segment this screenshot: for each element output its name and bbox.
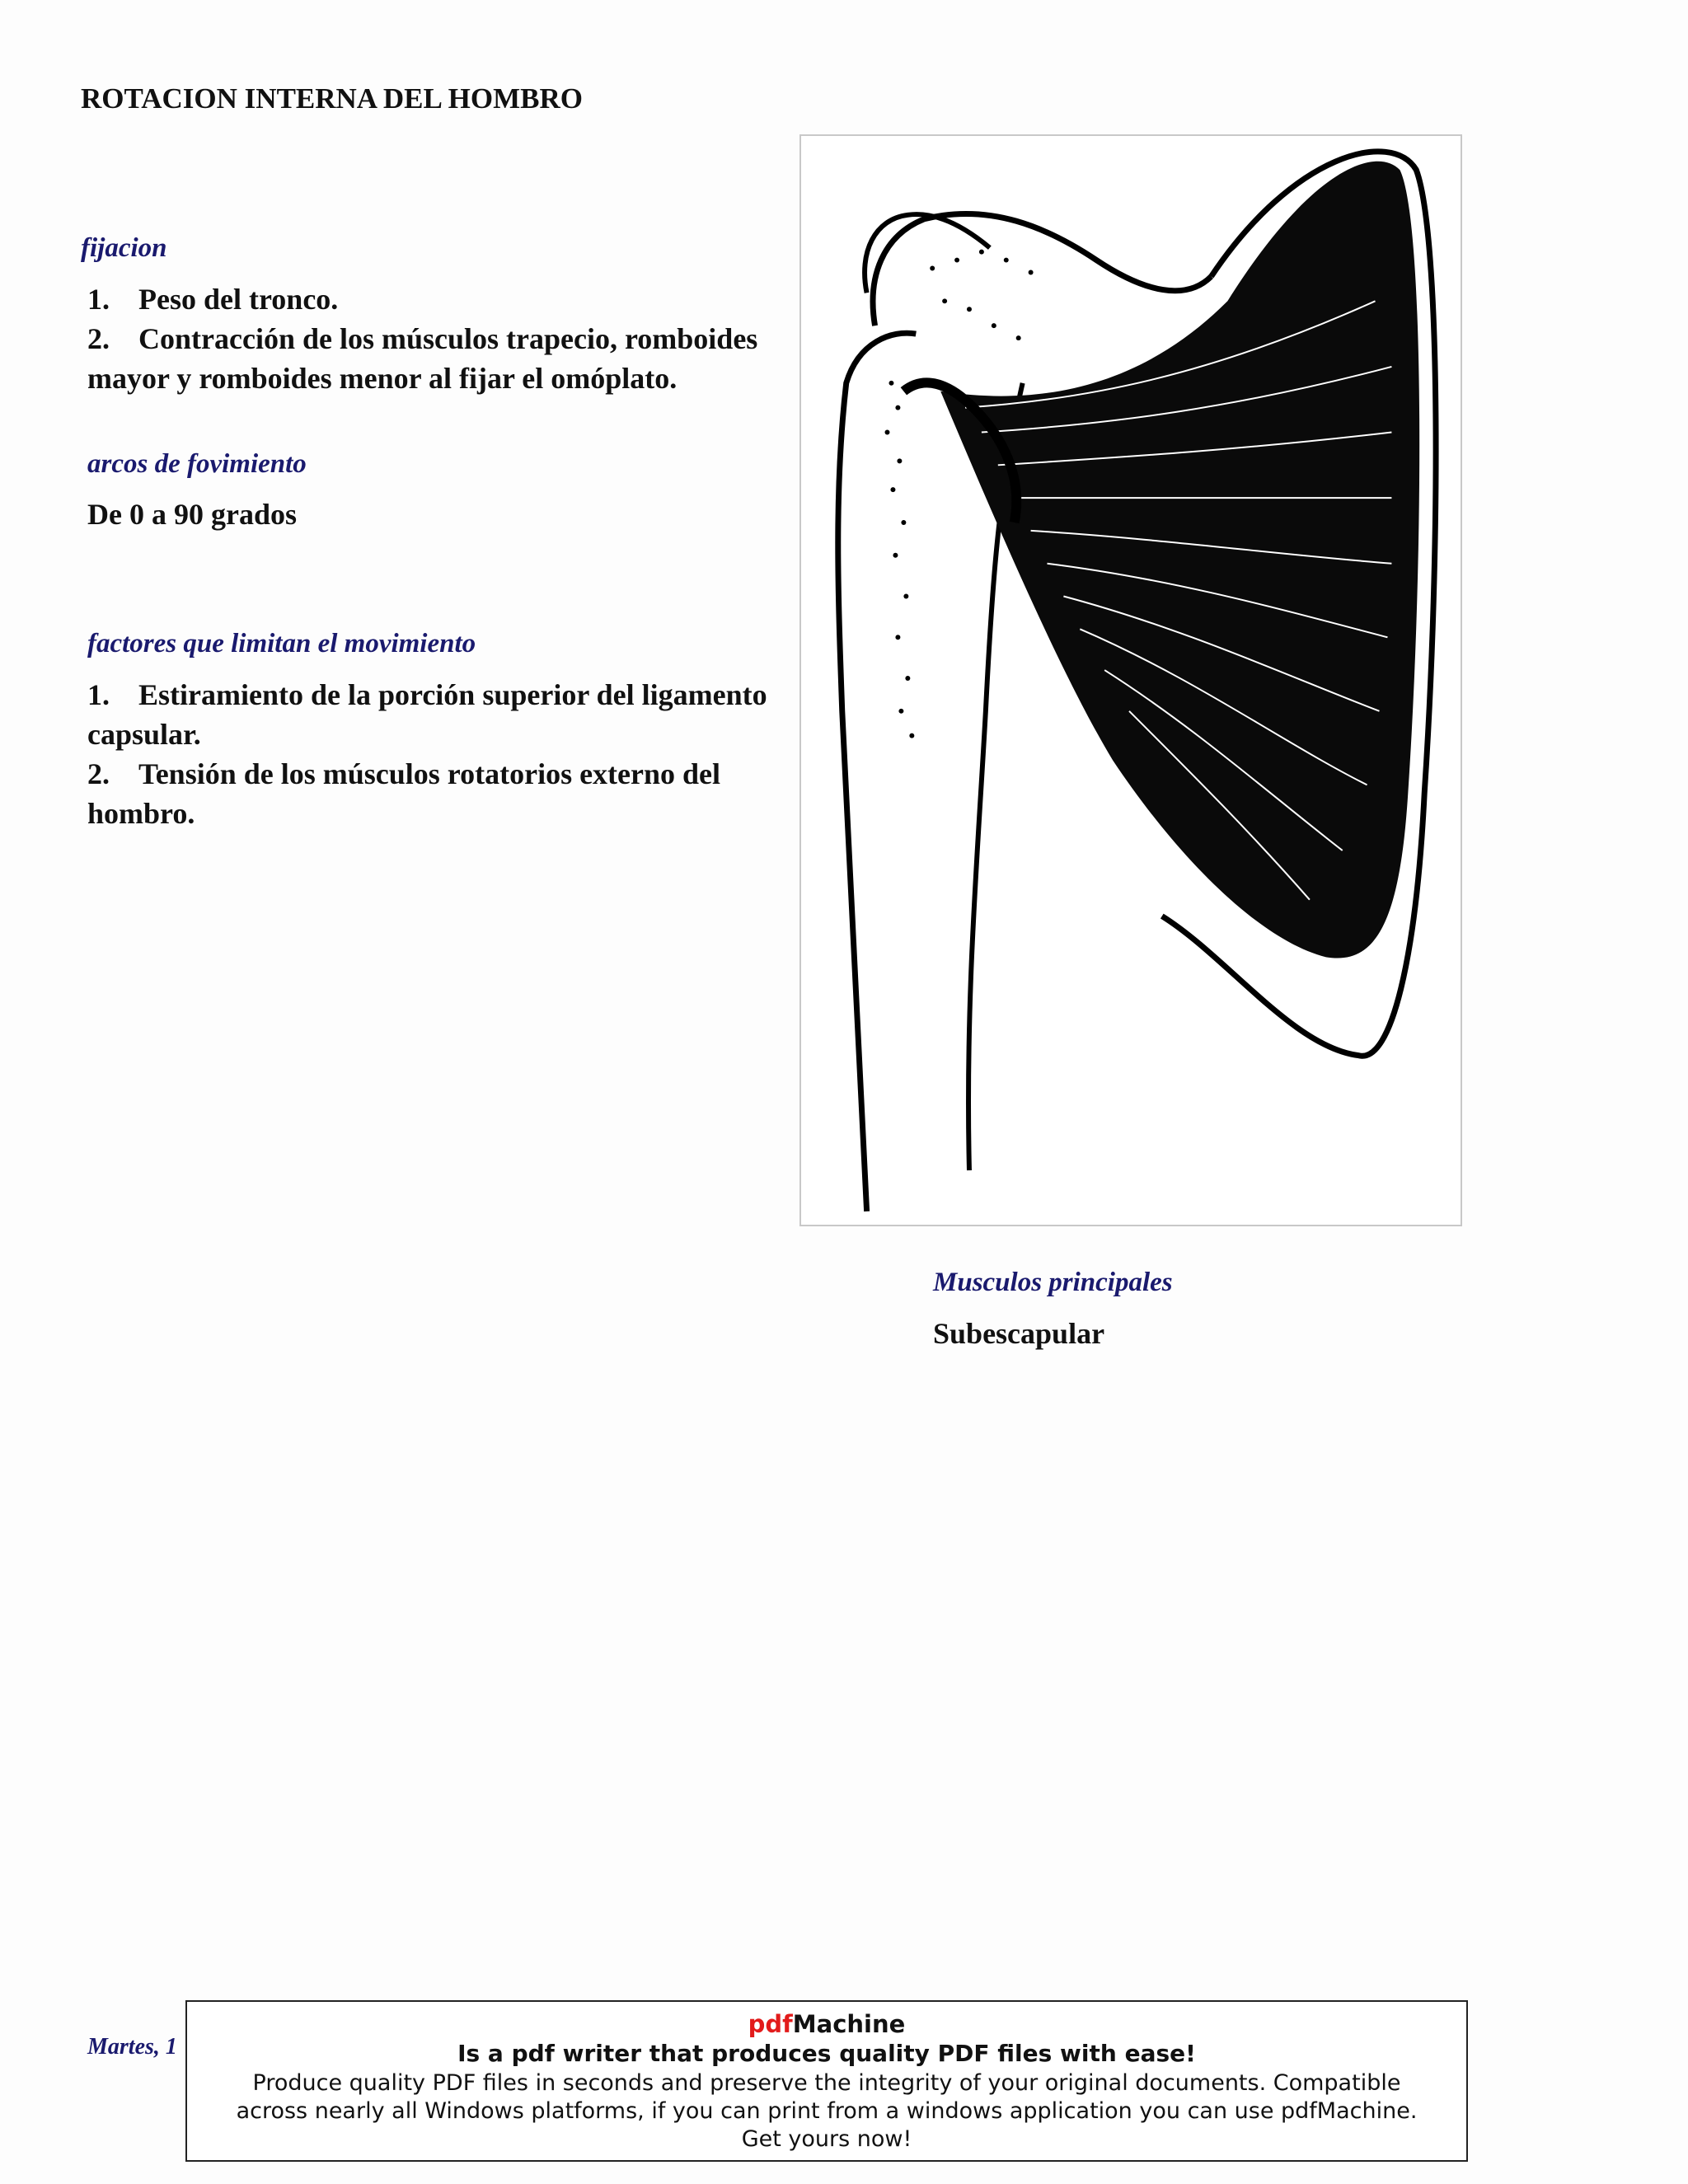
shoulder-anatomy-illustration — [799, 134, 1462, 1226]
fijacion-list — [87, 279, 780, 398]
pdfmachine-ad[interactable] — [185, 2000, 1468, 2162]
ad-brand: pdfMachine — [748, 2010, 906, 2038]
fijacion-item: 1. Peso del tronco. — [87, 283, 339, 316]
footer-date: Martes, 1 — [87, 2034, 177, 2060]
fijacion-item: 2. Contracción de los músculos trapecio, romboides mayor y romboides menor al fijar el omóplato. — [87, 322, 758, 395]
musculos-heading: Musculos principales — [933, 1268, 1173, 1297]
page-title: ROTACION INTERNA DEL HOMBRO — [81, 82, 584, 115]
ad-cta[interactable]: Get yours now! — [741, 2126, 912, 2152]
fijacion-heading: fijacion — [81, 233, 167, 263]
humerus-outline — [838, 333, 917, 1212]
factores-heading: factores que limitan el movimiento — [87, 629, 476, 658]
factores-item: 1. Estiramiento de la porción superior del ligamento capsular. — [87, 678, 767, 751]
arcos-heading: arcos de fovimiento — [87, 449, 307, 479]
arcos-value: De 0 a 90 grados — [87, 498, 297, 531]
factores-item: 2. Tensión de los músculos rotatorios externo del hombro. — [87, 757, 721, 830]
humeral-head — [873, 213, 1211, 326]
ad-description: Produce quality PDF files in seconds and preserve the integrity of your original documents. Compatible across nearly all Windows platforms, if you can print from a windows application you can use pdfMachine. — [236, 2070, 1418, 2124]
ad-tagline: Is a pdf writer that produces quality PDF files with ease! — [457, 2040, 1196, 2067]
musculos-value: Subescapular — [933, 1317, 1105, 1350]
factores-list — [87, 675, 780, 833]
